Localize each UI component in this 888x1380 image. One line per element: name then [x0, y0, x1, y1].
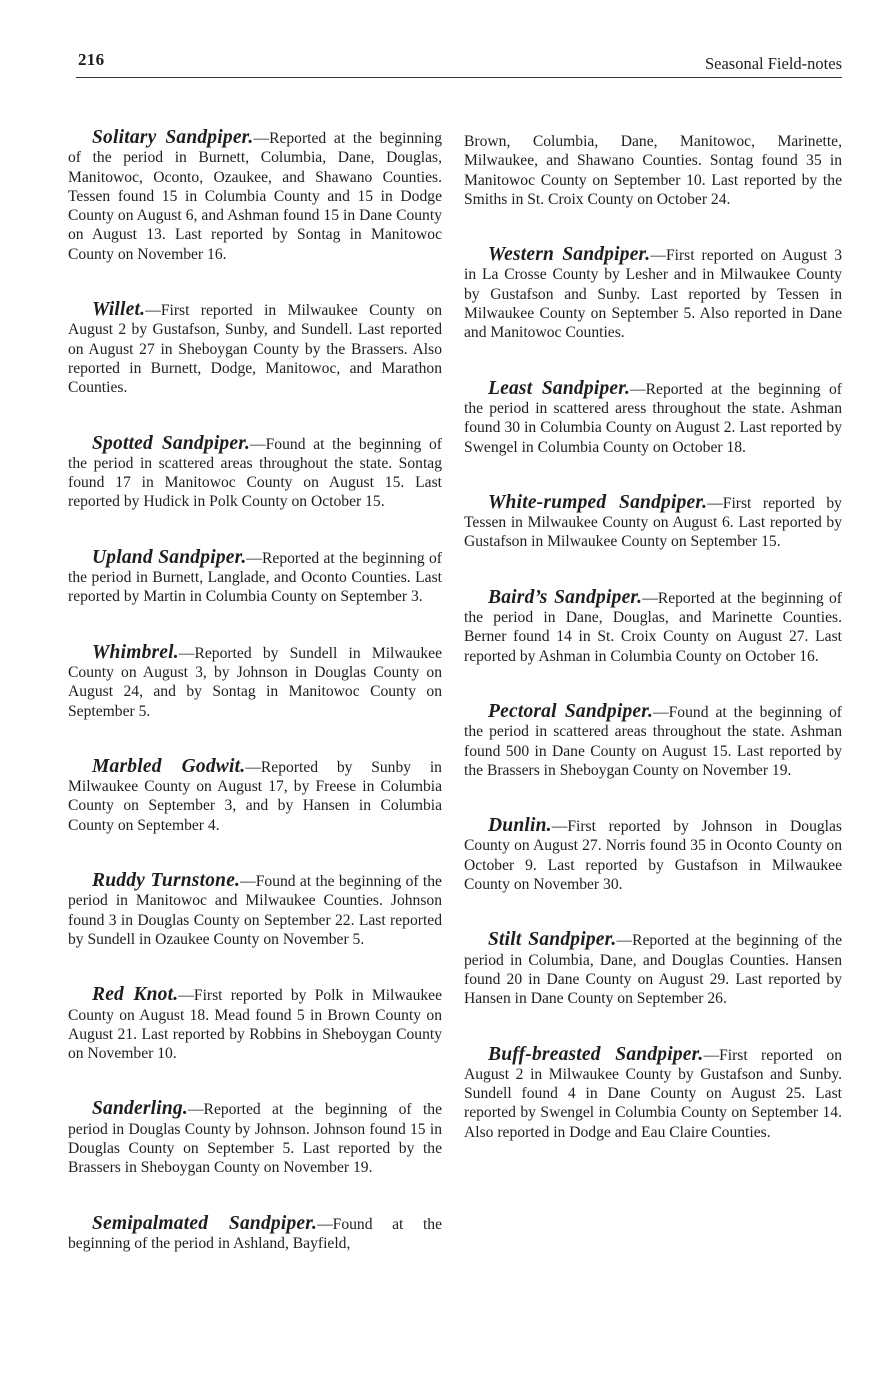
species-name: Western Sandpiper. — [488, 244, 651, 266]
page-number: 216 — [78, 50, 105, 69]
species-note: —Reported by Sunby in Milwaukee County on August 17, by Freese in Columbia County on September 3, and by Hansen in Columbia County on September 4. — [68, 758, 442, 834]
species-note: —First reported by Johnson in Douglas County on August 27. Norris found 35 in Oconto County on October 9. Last reported by Gustafson in Milwaukee County on November 30. — [464, 818, 842, 894]
species-name: Stilt Sandpiper. — [488, 929, 617, 951]
species-note: —First reported on August 3 in La Crosse County by Lesher and in Milwaukee County by Gustafson and Sunby. Last reported by Tessen in Milwaukee County on September 5. Also reported in Dane and Manitowoc Counties. — [464, 247, 842, 342]
species-name: Solitary Sandpiper. — [92, 127, 254, 148]
species-note: —First reported by Polk in Milwaukee County on August 18. Mead found 5 in Brown County on August 21. Last reported by Robbins in Sheboygan County on November 10. — [68, 987, 443, 1063]
species-entry — [464, 930, 842, 1008]
species-note: —Reported by Sundell in Milwaukee County on August 3, by Johnson in Douglas County on August 24, and by Sontag in Manitowoc County on September 5. — [68, 644, 442, 720]
species-name: Marbled Godwit. — [92, 755, 246, 777]
species-entry — [464, 493, 842, 552]
species-entry — [464, 1045, 842, 1142]
species-name: Buff-breasted Sandpiper. — [488, 1043, 704, 1065]
species-name: Sanderling. — [92, 1098, 188, 1120]
species-entry — [464, 588, 842, 666]
species-name: Ruddy Turnstone. — [92, 870, 241, 892]
species-note: —Found at the beginning of the period in scattered areas throughout the state. Ashman found 500 in Dane County on August 15. Last reported by the Brassers in Sheboygan County on November 19. — [464, 703, 842, 779]
species-entry — [68, 548, 442, 607]
species-name: Dunlin. — [488, 815, 552, 837]
species-note: —Reported at the beginning of the period in Dane, Douglas, and Marinette Counties. Berner found 14 in St. Croix County on August 27. Last reported by Ashman in Columbia County on October 16. — [464, 589, 842, 665]
species-name: Least Sandpiper. — [488, 377, 631, 399]
species-entry — [68, 128, 442, 264]
running-title: Seasonal Field-notes — [704, 54, 842, 73]
species-name: Baird’s Sandpiper. — [488, 586, 643, 608]
species-note: —First reported by Tessen in Milwaukee County on August 6. Last reported by Gustafson in Milwaukee County on September 15. — [464, 494, 842, 551]
species-note: —First reported on August 2 in Milwaukee County by Gustafson and Sunby. Sundell found 4 in Dane County on August 25. Last reported by Swengel in Columbia County on September 14. Also reported in Dodge and Eau Claire Counties. — [464, 1046, 842, 1141]
species-note: —Reported at the beginning of the period in Columbia, Dane, and Douglas Counties. Hansen found 20 in Dane County on August 29. Last reported by Hansen in Dane County on September 26. — [464, 932, 842, 1008]
species-note: —Reported at the beginning of the period in Burnett, Langlade, and Oconto Counties. Last reported by Martin in Columbia County on September 3. — [68, 549, 442, 606]
species-entry — [68, 757, 442, 835]
species-entry — [68, 643, 442, 721]
species-name: Semipalmated Sandpiper. — [92, 1212, 318, 1234]
species-note: —Found at the beginning of the period in Ashland, Bayfield, — [68, 1215, 442, 1252]
species-entry — [68, 871, 442, 949]
species-entry — [464, 702, 842, 780]
species-entry — [464, 379, 842, 457]
species-entry — [68, 434, 442, 512]
species-note: —Found at the beginning of the period in Manitowoc and Milwaukee Counties. Johnson found 3 in Douglas County on September 22. Last reported by Sundell in Ozaukee County on November 5. — [68, 873, 442, 948]
species-note: —First reported in Milwaukee County on August 2 by Gustafson, Sunby, and Sundell. Last reported on August 27 in Sheboygan County by the Brassers. Also reported in Burnett, Dodge, Manitowoc, and Marathon Counties. — [68, 302, 442, 397]
species-note: —Reported at the beginning of the period in scattered aress throughout the state. Ashman found 30 in Columbia County on August 2. Last reported by Swengel in Columbia County on October 18. — [464, 380, 842, 456]
species-entry — [464, 816, 842, 894]
species-name: Spotted Sandpiper. — [92, 432, 251, 454]
species-name: Upland Sandpiper. — [92, 546, 247, 568]
species-entry — [68, 1214, 442, 1254]
species-name: Willet. — [92, 299, 146, 321]
species-name: Whimbrel. — [92, 641, 179, 663]
species-name: White-rumped Sandpiper. — [488, 491, 708, 513]
species-name: Pectoral Sandpiper. — [488, 700, 654, 722]
species-note: —Found at the beginning of the period in scattered areas throughout the state. Sontag found 17 in Manitowoc County on August 15. Last reported by Hudick in Polk County on October 15. — [68, 435, 442, 511]
species-entry — [68, 985, 442, 1063]
species-note: —Reported at the beginning of the period in Douglas County by Johnson. Johnson found 15 in Douglas County on September 5. Last reported by the Brassers in Sheboygan County on November 19. — [68, 1101, 442, 1177]
right-column — [464, 132, 842, 1178]
continued-entry: Brown, Columbia, Dane, Manitowoc, Marinette, Milwaukee, and Shawano Counties. Sontag found 35 in Manitowoc County on September 10. Last reported by the Smiths in St. Croix County on October 24. — [464, 133, 842, 208]
species-name: Red Knot. — [92, 984, 179, 1006]
species-entry — [464, 245, 842, 342]
species-entry — [68, 300, 442, 397]
header-rule — [76, 77, 842, 78]
species-note: —Reported at the beginning of the period in Burnett, Columbia, Dane, Douglas, Manitowoc, Oconto, Ozaukee, and Shawano Counties. Tessen found 15 in Columbia County and 15 in Dodge County on August 6, and Ashman found 15 in Dane County on August 13. Last reported by Sontag in Manitowoc County on November 16. — [68, 130, 442, 263]
species-entry — [68, 1099, 442, 1177]
left-column — [68, 128, 442, 1289]
